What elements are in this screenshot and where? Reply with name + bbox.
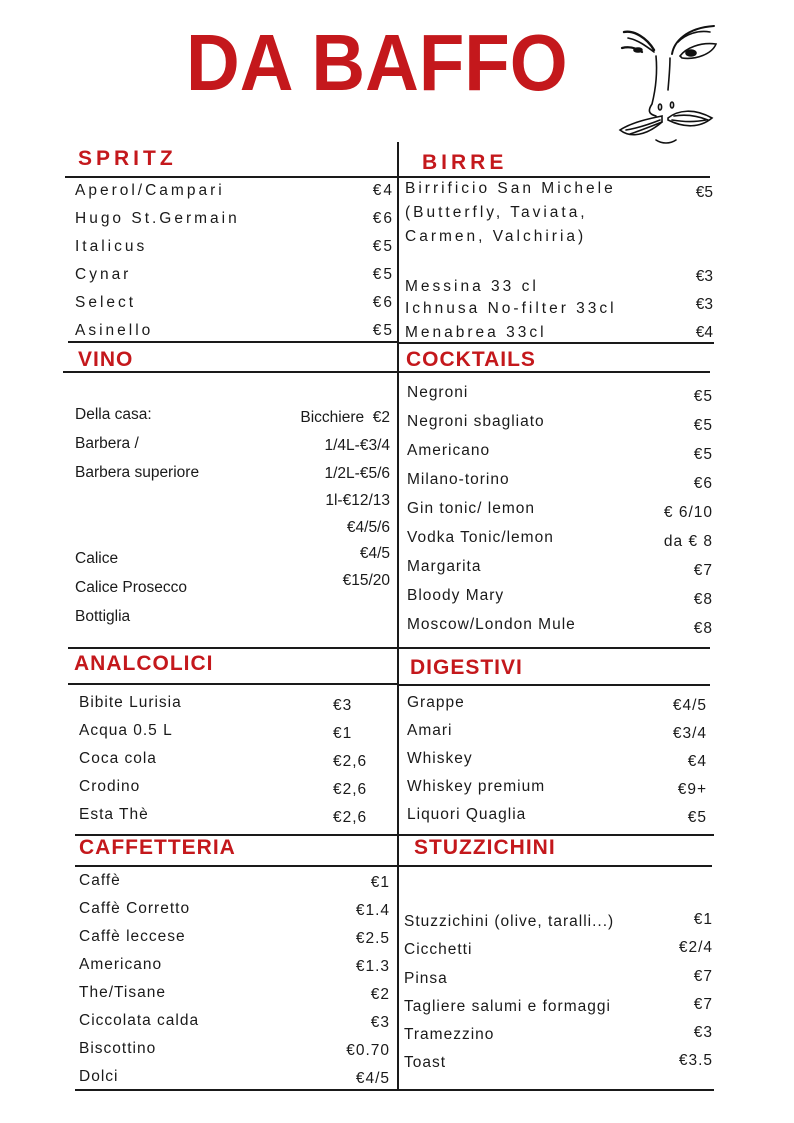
- list-item-price: €5: [372, 322, 394, 339]
- digestivi-header-line: [398, 684, 710, 686]
- list-item-name-cont: Carmen, Valchiria): [405, 228, 587, 245]
- list-item-price: €5: [693, 417, 713, 434]
- section-title-birre: BIRRE: [422, 151, 508, 174]
- list-item-price: €3: [333, 697, 353, 714]
- list-item-name: Ciccolata calda: [79, 1012, 200, 1029]
- list-item-name: The/Tisane: [79, 984, 166, 1001]
- list-item-name: Italicus: [75, 238, 148, 255]
- list-item-price: €1: [693, 911, 713, 928]
- vino-price: 1/4L-€3/4: [324, 437, 390, 454]
- list-item-price: €8: [693, 591, 713, 608]
- list-item-name: Negroni: [407, 384, 469, 401]
- list-item-name: Esta Thè: [79, 806, 149, 823]
- vino-label: Calice Prosecco: [75, 579, 187, 596]
- list-item-name: Coca cola: [79, 750, 157, 767]
- list-item-price: €3: [695, 268, 713, 285]
- list-item-price: €5: [693, 446, 713, 463]
- list-item-name: Caffè Corretto: [79, 900, 191, 917]
- list-item-price: €2/4: [678, 939, 713, 956]
- vino-bottom-line: [68, 647, 398, 649]
- section-title-stuzzichini: STUZZICHINI: [414, 836, 556, 859]
- list-item-name: Americano: [79, 956, 163, 973]
- list-item-price: €3/4: [672, 725, 707, 742]
- list-item-name: Pinsa: [404, 970, 448, 987]
- list-item-name: Ichnusa No-filter 33cl: [405, 300, 617, 317]
- list-item-name: Birrificio San Michele: [405, 180, 616, 197]
- list-item-price: €2.5: [355, 930, 390, 947]
- list-item-name: Select: [75, 294, 137, 311]
- list-item-price: €3.5: [678, 1052, 713, 1069]
- list-item-price: €5: [693, 388, 713, 405]
- mustache-face-icon: [612, 18, 732, 153]
- vino-label: Calice: [75, 550, 119, 567]
- list-item-price: €3: [693, 1024, 713, 1041]
- restaurant-title: DA BAFFO: [186, 18, 568, 107]
- list-item-name: Vodka Tonic/lemon: [407, 529, 554, 546]
- list-item-name: Milano-torino: [407, 471, 510, 488]
- list-item-price: € 6/10: [663, 504, 713, 521]
- list-item-name: Margarita: [407, 558, 482, 575]
- list-item-price: €8: [693, 620, 713, 637]
- vino-price: €4/5/6: [346, 519, 390, 536]
- list-item-price: €1.4: [355, 902, 390, 919]
- list-item-name: Amari: [407, 722, 453, 739]
- list-item-name: Aperol/Campari: [75, 182, 225, 199]
- list-item-price: €6: [693, 475, 713, 492]
- list-item-name: Gin tonic/ lemon: [407, 500, 535, 517]
- list-item-name: Menabrea 33cl: [405, 324, 547, 341]
- list-item-name: Tagliere salumi e formaggi: [404, 998, 611, 1015]
- list-item-price: €2,6: [333, 753, 368, 770]
- list-item-name: Dolci: [79, 1068, 119, 1085]
- list-item-name: Messina 33 cl: [405, 278, 539, 295]
- section-title-analcolici: ANALCOLICI: [74, 652, 214, 675]
- list-item-name: Americano: [407, 442, 491, 459]
- section-title-spritz: SPRITZ: [78, 147, 177, 170]
- list-item-name: Negroni sbagliato: [407, 413, 545, 430]
- list-item-price: €5: [695, 184, 713, 201]
- spritz-bottom-line: [68, 341, 398, 343]
- list-item-price: €1: [370, 874, 390, 891]
- list-item-name: Bibite Lurisia: [79, 694, 182, 711]
- list-item-price: €7: [693, 562, 713, 579]
- list-item-name: Whiskey premium: [407, 778, 546, 795]
- section-title-cocktails: COCKTAILS: [406, 348, 536, 371]
- vino-label: Bottiglia: [75, 608, 131, 625]
- list-item-name: Moscow/London Mule: [407, 616, 576, 633]
- list-item-price: €5: [687, 809, 707, 826]
- list-item-price: €4/5: [355, 1070, 390, 1087]
- list-item-name: Biscottino: [79, 1040, 157, 1057]
- caffetteria-bottom-line: [75, 1089, 398, 1091]
- list-item-price: €5: [372, 266, 394, 283]
- list-item-name: Cicchetti: [404, 941, 473, 958]
- vino-price: €4/5: [359, 545, 390, 562]
- spritz-header-line: [65, 176, 398, 178]
- list-item-price: €6: [372, 210, 394, 227]
- analcolici-header-line: [68, 683, 398, 685]
- list-item-price: €6: [372, 294, 394, 311]
- list-item-name: Acqua 0.5 L: [79, 722, 173, 739]
- list-item-price: €1: [333, 725, 353, 742]
- vino-label: Barbera /: [75, 435, 139, 452]
- list-item-price: €1.3: [355, 958, 390, 975]
- list-item-price: €3: [695, 296, 713, 313]
- list-item-price: €2: [370, 986, 390, 1003]
- section-title-vino: VINO: [78, 348, 134, 371]
- list-item-price: €4: [687, 753, 707, 770]
- list-item-name: Stuzzichini (olive, taralli...): [404, 913, 615, 930]
- section-title-digestivi: DIGESTIVI: [410, 656, 523, 679]
- list-item-price: €5: [372, 238, 394, 255]
- stuzzichini-header-line: [398, 865, 712, 867]
- list-item-price: €3: [370, 1014, 390, 1031]
- vino-price: 1/2L-€5/6: [324, 465, 390, 482]
- list-item-name: Grappe: [407, 694, 465, 711]
- column-divider: [397, 142, 399, 1090]
- list-item-name: Caffè leccese: [79, 928, 186, 945]
- list-item-price: €7: [693, 996, 713, 1013]
- list-item-price: €7: [693, 968, 713, 985]
- cocktails-bottom-line: [398, 647, 710, 649]
- list-item-name: Liquori Quaglia: [407, 806, 527, 823]
- list-item-name: Toast: [404, 1054, 447, 1071]
- list-item-name: Hugo St.Germain: [75, 210, 240, 227]
- list-item-name-cont: (Butterfly, Taviata,: [405, 204, 588, 221]
- section-title-caffetteria: CAFFETTERIA: [79, 836, 236, 859]
- list-item-price: €2,6: [333, 809, 368, 826]
- vino-price: 1l-€12/13: [325, 492, 390, 509]
- vino-label: Barbera superiore: [75, 464, 200, 481]
- list-item-price: €0.70: [346, 1042, 390, 1059]
- list-item-price: da € 8: [663, 533, 713, 550]
- list-item-name: Cynar: [75, 266, 132, 283]
- vino-label: Della casa:: [75, 406, 152, 423]
- list-item-name: Crodino: [79, 778, 141, 795]
- caffetteria-header-line: [75, 865, 398, 867]
- list-item-name: Asinello: [75, 322, 154, 339]
- list-item-name: Whiskey: [407, 750, 473, 767]
- list-item-price: €9+: [677, 781, 707, 798]
- list-item-price: €2,6: [333, 781, 368, 798]
- list-item-price: €4: [695, 324, 713, 341]
- list-item-price: €4/5: [672, 697, 707, 714]
- list-item-name: Caffè: [79, 872, 121, 889]
- vino-price: €15/20: [342, 572, 390, 589]
- birre-header-line: [398, 176, 710, 178]
- list-item-name: Bloody Mary: [407, 587, 505, 604]
- stuzzichini-bottom-line: [398, 1089, 714, 1091]
- vino-price: Bicchiere €2: [300, 409, 390, 426]
- list-item-price: €4: [372, 182, 394, 199]
- list-item-name: Tramezzino: [404, 1026, 495, 1043]
